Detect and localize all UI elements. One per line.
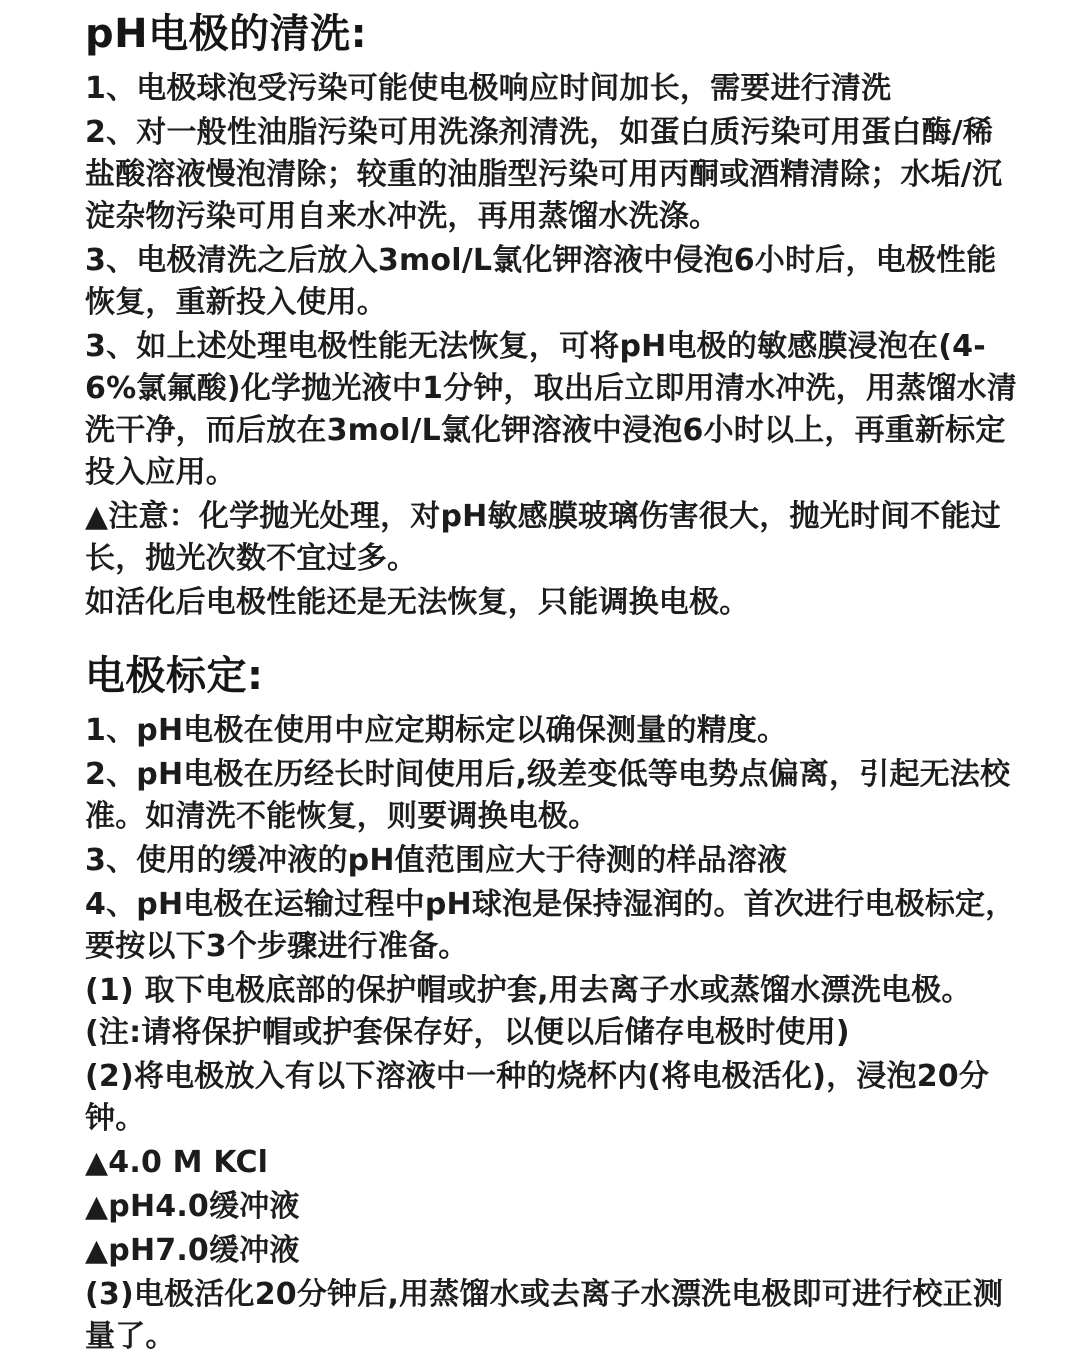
page-title: pH电极的清洗: [85,11,368,57]
section-electrode-calibration [85,654,1025,1358]
paragraph: 2、对一般性油脂污染可用洗涤剂清洗，如蛋白质污染可用蛋白酶/稀盐酸溶液慢泡清除；较重的油脂型污染可用丙酮或酒精清除；水垢/沉淀杂物污染可用自来水冲洗，再用蒸馏水洗涤。 [85,115,1003,234]
paragraph: 2、pH电极在历经长时间使用后,级差变低等电势点偏离，引起无法校准。如清洗不能恢复，则要调换电极。 [85,757,1011,834]
solution-item-ph7: ▲pH7.0缓冲液 [85,1233,300,1268]
paragraph: 4、pH电极在运输过程中pH球泡是保持湿润的。首次进行电极标定，要按以下3个步骤进行准备。 [85,887,1016,964]
solution-item-ph4: ▲pH4.0缓冲液 [85,1189,300,1224]
section-electrode-cleaning [85,12,1025,624]
solution-item-kcl: ▲4.0 M KCl [85,1145,269,1180]
paragraph: 如活化后电极性能还是无法恢复，只能调换电极。 [85,585,750,620]
paragraph-note: ▲注意：化学抛光处理，对pH敏感膜玻璃伤害很大，抛光时间不能过长，抛光次数不宜过多。 [85,499,1001,576]
paragraph: 1、pH电极在使用中应定期标定以确保测量的精度。 [85,713,788,748]
paragraph: 3、如上述处理电极性能无法恢复，可将pH电极的敏感膜浸泡在(4-6%氯氟酸)化学抛光液中1分钟，取出后立即用清水冲洗，用蒸馏水清洗干净，而后放在3mol/L氯化钾溶液中浸泡6小时以上，再重新标定投入应用。 [85,329,1017,490]
paragraph: 3、电极清洗之后放入3mol/L氯化钾溶液中侵泡6小时后，电极性能恢复，重新投入使用。 [85,243,997,320]
paragraph: 1、电极球泡受污染可能使电极响应时间加长，需要进行清洗 [85,71,892,106]
paragraph-step-3: (3)电极活化20分钟后,用蒸馏水或去离子水漂洗电极即可进行校正测量了。 [85,1277,1004,1354]
paragraph: 3、使用的缓冲液的pH值范围应大于待测的样品溶液 [85,843,788,878]
paragraph-step-2: (2)将电极放入有以下溶液中一种的烧杯内(将电极活化)，浸泡20分钟。 [85,1059,990,1136]
section-title: 电极标定: [85,653,264,699]
paragraph-step-1: (1) 取下电极底部的保护帽或护套,用去离子水或蒸馏水漂洗电极。(注:请将保护帽或护套保存好，以便以后储存电极时使用) [85,973,972,1050]
